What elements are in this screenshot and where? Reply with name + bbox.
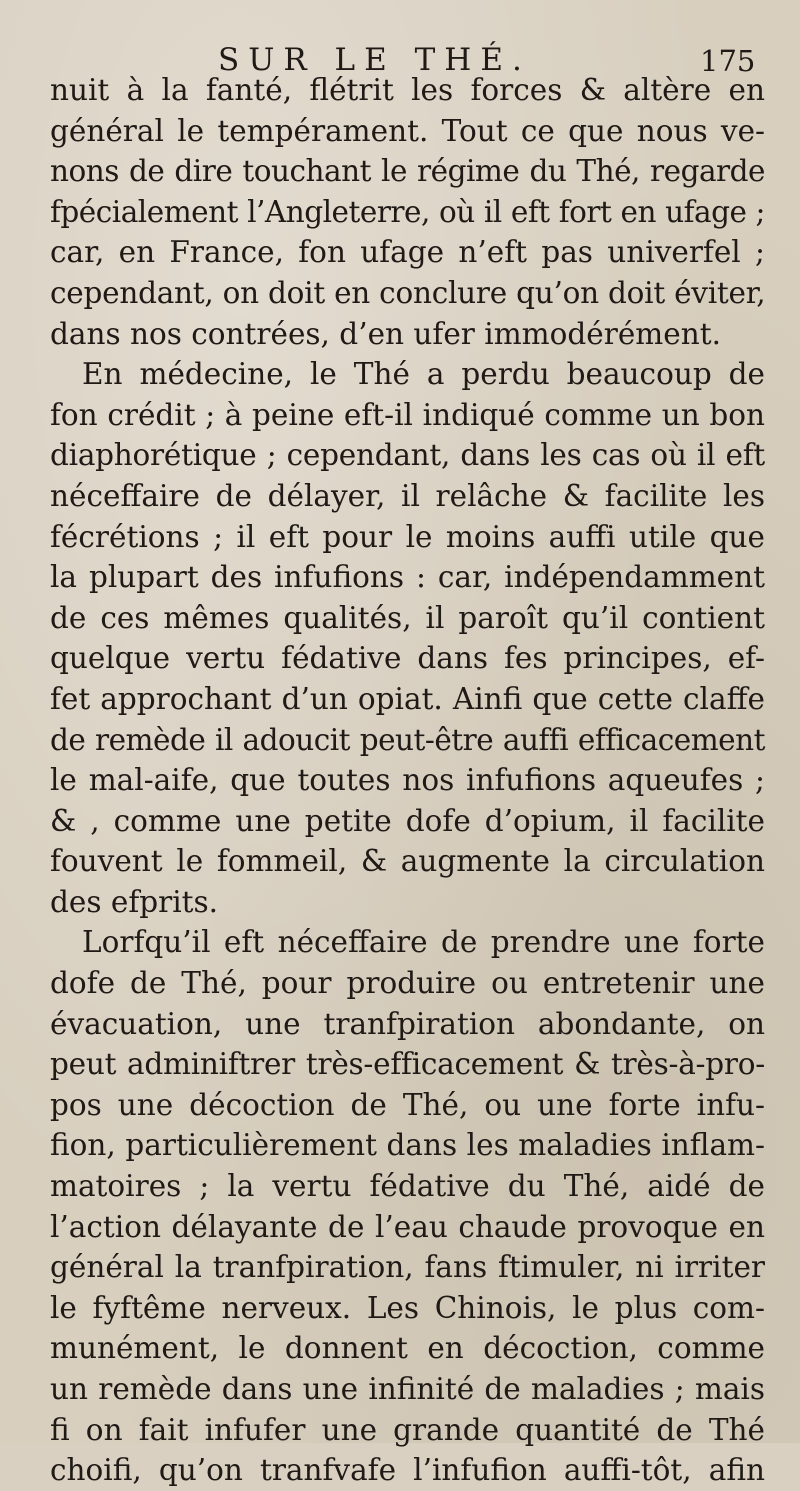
text-line: le mal-aife, que toutes nos infufions aqueufes ;	[50, 763, 765, 798]
text-line: car, en France, fon ufage n’eft pas univerfel ;	[50, 235, 765, 270]
text-line: fet approchant d’un opiat. Ainfi que cette claffe	[50, 681, 765, 716]
text-line: dans nos contrées, d’en ufer immodérément.	[50, 316, 721, 351]
text-line: général le tempérament. Tout ce que nous ve-	[50, 113, 765, 148]
running-head-title: SUR LE THÉ.	[218, 42, 531, 78]
text-line: matoires ; la vertu fédative du Thé, aidé de	[50, 1169, 765, 1204]
text-line: général la tranfpiration, fans ftimuler, ni irriter	[50, 1250, 765, 1285]
text-line: fouvent le fommeil, & augmente la circulation	[50, 844, 765, 879]
text-line: En médecine, le Thé a perdu beaucoup de	[82, 357, 765, 392]
text-line: choifi, qu’on tranfvafe l’infufion auffi-tôt, afin	[50, 1453, 765, 1488]
text-line: munément, le donnent en décoction, comme	[50, 1331, 765, 1366]
text-line: fon crédit ; à peine eft-il indiqué comme un bon	[50, 397, 765, 432]
text-line: diaphorétique ; cependant, dans les cas où il eft	[50, 438, 765, 473]
text-line: quelque vertu fédative dans fes principes, ef-	[50, 641, 765, 676]
text-line: néceffaire de délayer, il relâche & facilite les	[50, 478, 765, 513]
text-line: un remède dans une infinité de maladies ; mais	[50, 1372, 765, 1406]
text-line: nons de dire touchant le régime du Thé, regarde	[50, 154, 765, 189]
text-line: fécrétions ; il eft pour le moins auffi utile que	[50, 519, 765, 554]
text-line: la plupart des infufions : car, indépendamment	[50, 560, 765, 595]
text-line: l’action délayante de l’eau chaude provoque en	[50, 1209, 765, 1244]
text-line: le fyftême nerveux. Les Chinois, le plus com-	[50, 1290, 765, 1325]
text-line: des efprits.	[50, 884, 219, 919]
text-line: dofe de Thé, pour produire ou entretenir une	[50, 966, 765, 1001]
text-line: Lorfqu’il eft néceffaire de prendre une forte	[82, 925, 765, 960]
text-line: évacuation, une tranfpiration abondante, on	[50, 1006, 765, 1041]
text-line: de ces mêmes qualités, il paroît qu’il contient	[50, 600, 765, 635]
text-line: fion, particulièrement dans les maladies inflam-	[50, 1128, 765, 1163]
text-line: peut adminiftrer très-efficacement & très-à-pro-	[50, 1047, 765, 1082]
text-line: de remède il adoucit peut-être auffi efficacement	[50, 722, 765, 757]
text-line: fpécialement l’Angleterre, où il eft fort en ufage ;	[50, 194, 765, 229]
text-line: pos une décoction de Thé, ou une forte infu-	[50, 1087, 765, 1122]
text-line: nuit à la fanté, flétrit les forces & altère en	[50, 73, 765, 107]
body-text	[50, 70, 765, 1491]
text-line: fi on fait infufer une grande quantité de Thé	[50, 1412, 765, 1447]
text-line: cependant, on doit en conclure qu’on doit éviter,	[50, 275, 766, 310]
page-number: 175	[700, 44, 756, 78]
text-line: & , comme une petite dofe d’opium, il facilite	[50, 803, 765, 838]
